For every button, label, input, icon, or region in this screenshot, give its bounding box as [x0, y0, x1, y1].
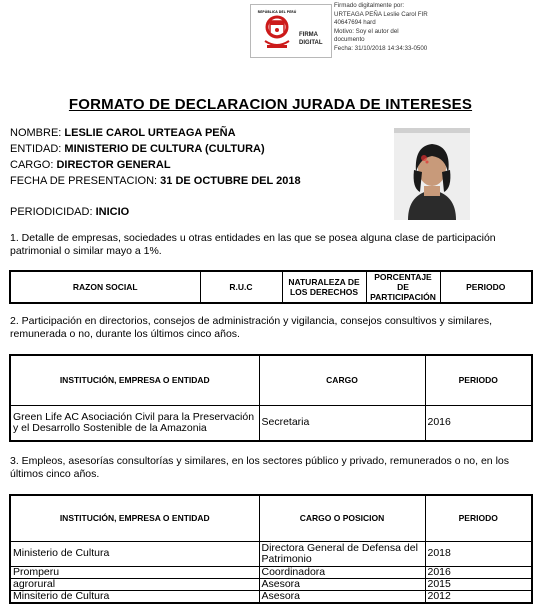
nombre-value: LESLIE CAROL URTEAGA PEÑA [64, 127, 236, 139]
table-cell: Asesora [259, 578, 425, 590]
declarant-photo [394, 128, 470, 220]
seal-caption: REPÚBLICA DEL PERÚ [257, 10, 297, 14]
column-header: R.U.C [200, 271, 282, 303]
fecha-field [10, 175, 301, 188]
table-row [10, 566, 532, 578]
table-cell: 2015 [425, 578, 532, 590]
section-1-text: 1. Detalle de empresas, sociedades u otras entidades en las que se posea alguna clase de participación patrimonial o similar mayo a 1%. [10, 232, 496, 257]
table-cell: Ministerio de Cultura [10, 541, 259, 566]
participation-table [9, 270, 533, 304]
directorships-table [9, 354, 533, 442]
table-header-row [10, 355, 532, 405]
table-row [10, 541, 532, 566]
table-row [10, 578, 532, 590]
table-cell: 2016 [425, 405, 532, 441]
signature-line: 40647694 hard [334, 19, 376, 27]
table-cell: Asesora [259, 590, 425, 603]
column-header: PERIODO [425, 495, 532, 541]
peru-coat-of-arms-icon [255, 7, 299, 55]
table-cell: Coordinadora [259, 566, 425, 578]
table-cell: Minsiterio de Cultura [10, 590, 259, 603]
signature-line: URTEAGA PEÑA Leslie Carol FIR [334, 10, 428, 18]
column-header: PORCENTAJE DE PARTICIPACIÓN [366, 271, 440, 303]
column-header: INSTITUCIÓN, EMPRESA O ENTIDAD [10, 355, 259, 405]
section-3-text: 3. Empleos, asesorías consultorías y similares, en los sectores público y privado, remunerados o no, en los últimos cinco años. [10, 455, 509, 480]
column-header: CARGO [259, 355, 425, 405]
column-header: PERIODO [425, 355, 532, 405]
table-row [10, 405, 532, 441]
periodicidad-field [10, 206, 129, 219]
section-2-text: 2. Participación en directorios, consejos de administración y vigilancia, consejos consultivos y similares, remunerada o no, durante los últimos cinco años. [10, 315, 493, 340]
table-cell: Secretaria [259, 405, 425, 441]
signature-line: Fecha: 31/10/2018 14:34:33-0500 [334, 44, 428, 52]
signature-line: documento [334, 36, 365, 44]
signature-info [334, 2, 539, 54]
table-row [10, 590, 532, 603]
table-cell: agrorural [10, 578, 259, 590]
table-cell: 2012 [425, 590, 532, 603]
signature-line: Motivo: Soy el autor del [334, 27, 399, 35]
entidad-value: MINISTERIO DE CULTURA (CULTURA) [64, 143, 265, 155]
cargo-field [10, 159, 171, 172]
cargo-label: CARGO: [10, 159, 57, 171]
periodicidad-value: INICIO [95, 206, 130, 218]
entidad-field [10, 143, 265, 156]
column-header: NATURALEZA DE LOS DERECHOS [282, 271, 366, 303]
table-cell: Directora General de Defensa del Patrimonio [259, 541, 425, 566]
stamp-label: FIRMA DIGITAL [299, 32, 323, 46]
employment-table [9, 494, 533, 604]
column-header: INSTITUCIÓN, EMPRESA O ENTIDAD [10, 495, 259, 541]
column-header: CARGO O POSICION [259, 495, 425, 541]
table-cell: Promperu [10, 566, 259, 578]
table-header-row [10, 271, 532, 303]
periodicidad-label: PERIODICIDAD: [10, 206, 96, 218]
signature-line: Firmado digitalmente por: [334, 2, 405, 9]
cargo-value: DIRECTOR GENERAL [56, 159, 171, 171]
nombre-label: NOMBRE: [10, 127, 65, 139]
column-header: RAZON SOCIAL [10, 271, 200, 303]
table-cell: 2018 [425, 541, 532, 566]
entidad-label: ENTIDAD: [10, 143, 65, 155]
column-header: PERIODO [440, 271, 532, 303]
table-header-row [10, 495, 532, 541]
fecha-label: FECHA DE PRESENTACION: [10, 175, 161, 187]
document-title: FORMATO DE DECLARACION JURADA DE INTERESES [68, 96, 473, 113]
fecha-value: 31 DE OCTUBRE DEL 2018 [160, 175, 301, 187]
table-cell: 2016 [425, 566, 532, 578]
digital-signature-stamp [250, 4, 332, 58]
table-cell: Green Life AC Asociación Civil para la Preservación y el Desarrollo Sostenible de la Amazonia [10, 405, 259, 441]
nombre-field [10, 127, 236, 140]
